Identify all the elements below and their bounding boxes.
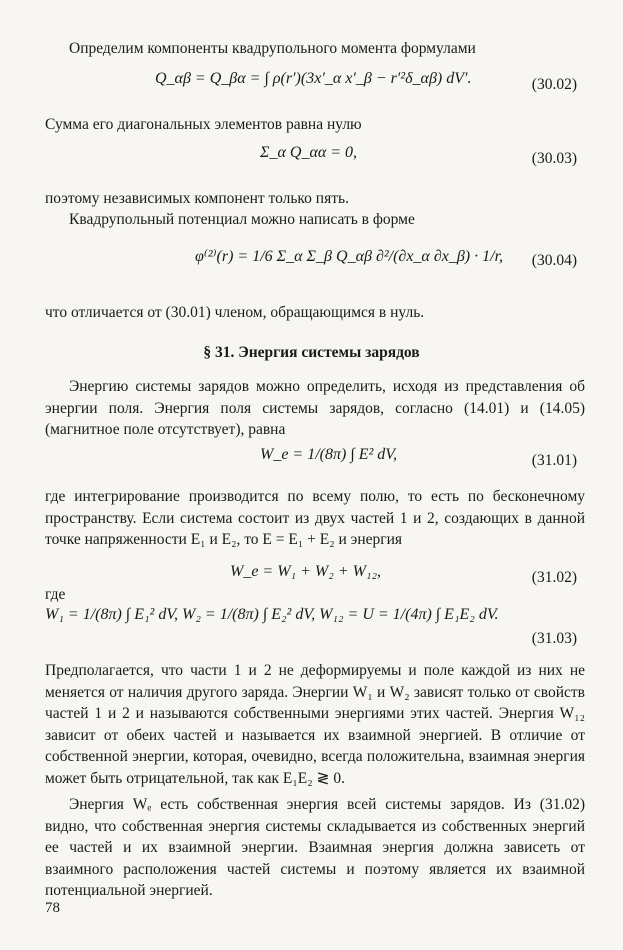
- paragraph-self-and-mutual-energy: Предполагается, что части 1 и 2 не деформируемы и поле каждой из них не меняется от наличия другого заряда. Энергии W₁ и W₂ зависят только от свойств частей 1 и 2 и называются собственными энергиями этих частей. Энергия W₁₂ зависит от обеих частей и называется их взаимной энергией. В отличие от собственной энергии, которая, очевидно, всегда положительна, взаимная энергия может быть отрицательной, так как E₁E₂ ≷ 0.: [45, 662, 585, 787]
- paragraph-vanishing-term: что отличается от (30.01) членом, обращающимся в нуль.: [45, 304, 425, 321]
- paragraph-where: где: [45, 586, 66, 603]
- equation-formula: Σ_α Q_αα = 0,: [260, 144, 358, 161]
- equation-31-01: [45, 446, 585, 486]
- paragraph-system-energy: Энергия Wₑ есть собственная энергия всей системы зарядов. Из (31.02) видно, что собственная энергия системы складывается из собственных энергий ее частей и их взаимной энергии. Взаимная энергия должна зависеть от взаимного расположения частей системы и поэтому является их взаимной потенциальной энергией.: [45, 796, 585, 899]
- equation-31-03: [45, 606, 585, 650]
- equation-30-04: [45, 246, 585, 286]
- paragraph-two-parts: где интегрирование производится по всему полю, то есть по бесконечному пространству. Если система состоит из двух частей 1 и 2, создающих в данной точке напряженности E₁ и E₂, то E = E₁ + E₂ и энергия: [45, 488, 585, 548]
- paragraph-five-components: поэтому независимых компонент только пять.: [45, 190, 349, 207]
- equation-number: (31.01): [531, 452, 577, 469]
- equation-formula: W₁ = 1/(8π) ∫ E₁² dV, W₂ = 1/(8π) ∫ E₂² dV, W₁₂ = U = 1/(4π) ∫ E₁E₂ dV.: [45, 606, 499, 623]
- equation-formula: W_e = 1/(8π) ∫ E² dV,: [260, 446, 398, 463]
- paragraph-diagonal-sum: Сумма его диагональных элементов равна нулю: [45, 116, 362, 133]
- section-heading: § 31. Энергия системы зарядов: [203, 344, 420, 361]
- equation-number: (30.03): [531, 150, 577, 167]
- paragraph-quadrupole-potential: Квадрупольный потенциал можно написать в форме: [69, 211, 415, 228]
- page-number: 78: [45, 900, 60, 916]
- equation-number: (31.03): [531, 630, 577, 647]
- equation-formula: Q_αβ = Q_βα = ∫ ρ(r′)(3x′_α x′_β − r′²δ_αβ) dV′.: [155, 70, 472, 87]
- equation-30-03: [45, 144, 585, 184]
- equation-formula: W_e = W₁ + W₂ + W₁₂,: [230, 563, 382, 580]
- equation-number: (30.04): [531, 252, 577, 269]
- equation-number: (30.02): [531, 76, 577, 93]
- paragraph-energy-intro: Энергию системы зарядов можно определить, исходя из представления об энергии поля. Энергия поля системы зарядов, согласно (14.01) и (14.05) (магнитное поле отсутствует), равна: [45, 378, 585, 438]
- equation-formula: φ⁽²⁾(r) = 1/6 Σ_α Σ_β Q_αβ ∂²/(∂x_α ∂x_β) · 1/r,: [195, 248, 504, 265]
- equation-30-02: [45, 70, 585, 110]
- equation-number: (31.02): [531, 569, 577, 586]
- paragraph-quadrupole-intro: Определим компоненты квадрупольного момента формулами: [69, 40, 476, 57]
